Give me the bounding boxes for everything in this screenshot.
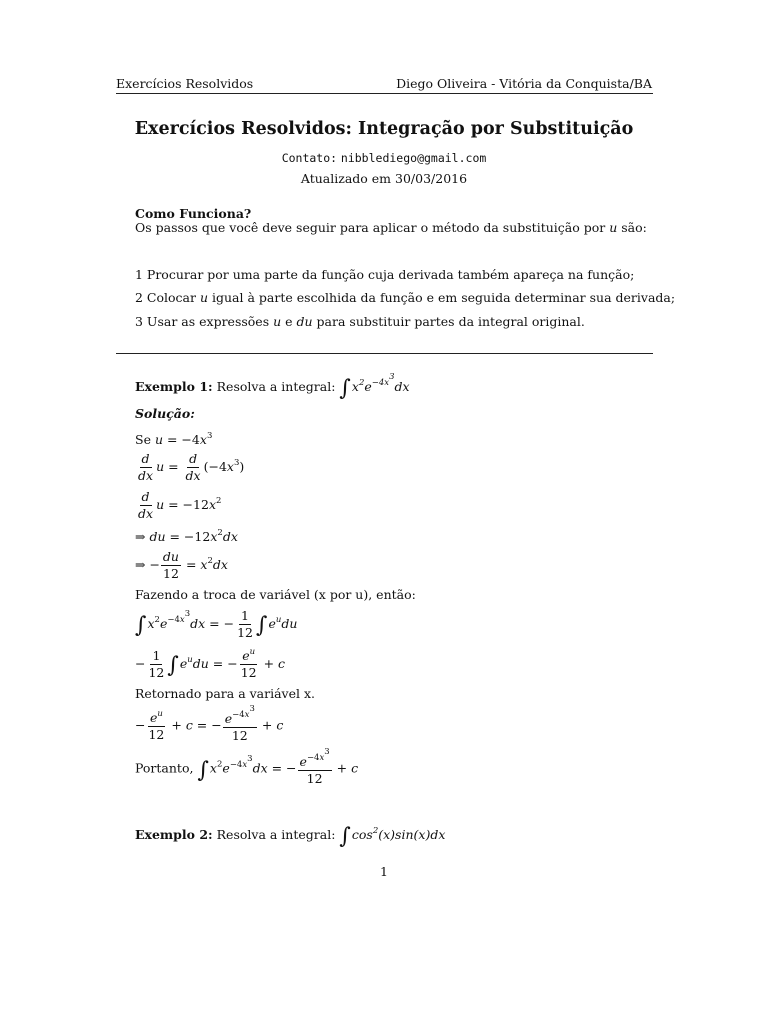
how-it-works-heading: Como Funciona? bbox=[135, 206, 252, 221]
header-divider bbox=[116, 93, 653, 94]
header-right: Diego Oliveira - Vitória da Conquista/BA bbox=[396, 76, 652, 91]
header-left: Exercícios Resolvidos bbox=[116, 76, 254, 91]
contact-email: nibblediego@gmail.com bbox=[340, 151, 487, 165]
step-3-u: u bbox=[273, 314, 282, 329]
math-line-9: Portanto, $\int x^2e^{-4x^3}dx$ = − $\frac{e^{-4x^3}}{12}$ + c bbox=[135, 747, 359, 786]
page-title: Exercícios Resolvidos: Integração por Substituição bbox=[134, 119, 634, 139]
example-2-prompt: Resolva a integral: bbox=[216, 827, 336, 842]
step-2 bbox=[135, 290, 675, 305]
math-line-6: $\int x^2e^{-4x^3}dx$ = − $\frac{1}{12}$ $\int e^udu$ bbox=[135, 608, 298, 640]
step-2-text-end: igual à parte escolhida da função e em seguida determinar sua derivada; bbox=[208, 290, 676, 305]
section-divider bbox=[116, 353, 653, 354]
portanto-word: Portanto, bbox=[135, 760, 194, 776]
math-line-5: ⇒ − $\frac{du}{12}$ = $x^2dx$ bbox=[135, 549, 228, 581]
math-line-2: $\frac{d}{dx}$ u = $\frac{d}{dx}$ $(-4x^3)$ bbox=[138, 451, 245, 483]
how-it-works-intro bbox=[135, 220, 647, 235]
example-2-integral: $\int\cos^2(x)\sin(x)dx$ bbox=[339, 824, 446, 849]
contact-label: Contato: bbox=[281, 151, 338, 165]
math-line-3: $\frac{d}{dx}$ $u = -12x^2$ bbox=[138, 489, 222, 521]
page-number: 1 bbox=[380, 864, 388, 879]
se-word: Se bbox=[135, 432, 151, 447]
solution-heading bbox=[135, 406, 195, 421]
example-1-integral: $\int x^2e^{-4x^3}dx$ bbox=[339, 372, 410, 401]
example-2-statement bbox=[135, 820, 446, 849]
return-variable-text: Retornado para a variável x. bbox=[135, 686, 316, 701]
step-2-text: 2 Colocar bbox=[135, 290, 200, 305]
step-3-and: e bbox=[281, 314, 297, 329]
intro-text: Os passos que você deve seguir para aplicar o método da substituição por bbox=[135, 220, 610, 235]
step-3-du: du bbox=[296, 314, 313, 329]
example-1-prompt: Resolva a integral: bbox=[216, 379, 336, 394]
updated-date: Atualizado em 30/03/2016 bbox=[300, 171, 468, 186]
contact-line bbox=[0, 151, 768, 165]
solution-label: Solução: bbox=[135, 406, 195, 421]
math-line-7: − $\frac{1}{12}$ $\int e^udu$ = − $\frac{e^u}{12}$ + c bbox=[135, 647, 286, 680]
step-1: 1 Procurar por uma parte da função cuja derivada também apareça na função; bbox=[135, 267, 635, 282]
intro-variable: u bbox=[609, 220, 618, 235]
example-1-label: Exemplo 1: bbox=[135, 379, 213, 394]
math-line-1: Se $u = -4x^3$ bbox=[135, 431, 213, 447]
step-3-text-end: para substituir partes da integral original. bbox=[312, 314, 585, 329]
example-2-label: Exemplo 2: bbox=[135, 827, 213, 842]
math-line-8: − $\frac{e^u}{12}$ + c = − $\frac{e^{-4x^3}}{12}$ + c bbox=[135, 704, 284, 743]
example-1-statement bbox=[135, 372, 410, 401]
change-variable-text: Fazendo a troca de variável (x por u), então: bbox=[135, 587, 416, 602]
step-3 bbox=[135, 314, 585, 329]
step-2-variable: u bbox=[199, 290, 209, 305]
intro-text-end: são: bbox=[617, 220, 647, 235]
step-3-text: 3 Usar as expressões bbox=[135, 314, 274, 329]
math-line-4: ⇒ du = $-12x^2dx$ bbox=[135, 528, 238, 544]
